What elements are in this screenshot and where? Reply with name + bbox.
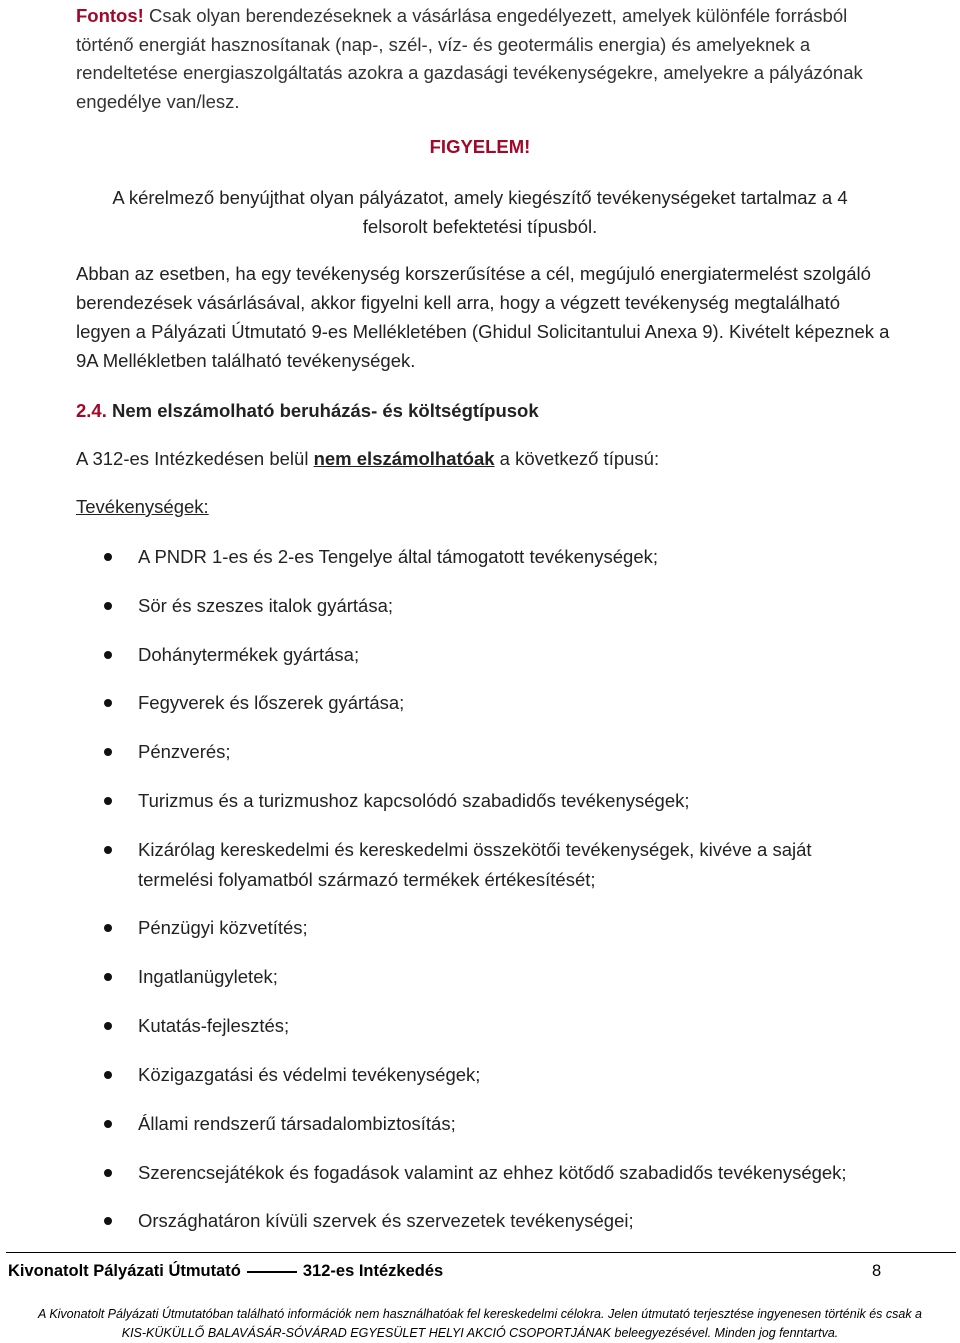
- bullet-icon: [104, 924, 112, 932]
- footer-title: [8, 1262, 443, 1281]
- list-item: Kizárólag kereskedelmi és kereskedelmi összekötői tevékenységek, kivéve a saját termelési folyamatból származó termékek értékesítését;: [138, 839, 812, 890]
- list-item: Kutatás-fejlesztés;: [138, 1015, 290, 1036]
- bullet-icon: [104, 973, 112, 981]
- list-item: Országhatáron kívüli szervek és szervezetek tevékenységei;: [138, 1210, 634, 1231]
- footer-title-a: Kivonatolt Pályázati Útmutató: [8, 1262, 241, 1280]
- section-heading: [76, 400, 539, 422]
- disclaimer-line-1: A Kivonatolt Pályázati Útmutatóban található információk nem használhatóak fel kereskedelmi célokra. Jelen útmutató terjesztése ingyenesen történik és csak a: [37, 1307, 923, 1321]
- bullet-icon: [104, 1022, 112, 1030]
- list-item: Állami rendszerű társadalombiztosítás;: [138, 1113, 456, 1134]
- list-item: Közigazgatási és védelmi tevékenységek;: [138, 1064, 481, 1085]
- bullet-icon: [104, 846, 112, 854]
- intro-text: Csak olyan berendezéseknek a vásárlása engedélyezett, amelyek különféle forrásból történő energiát hasznosítanak (nap-, szél-, víz- és geotermális energia) és amelyeknek a rendeltetése energiaszolgáltatás azokra a gazdasági tevékenységekre, amelyekre a pályázónak engedélye van/lesz.: [76, 5, 863, 112]
- footer-dash: [247, 1271, 297, 1273]
- activities-label: Tevékenységek:: [76, 496, 209, 517]
- bullet-icon: [104, 1120, 112, 1128]
- notice-paragraph: A kérelmező benyújthat olyan pályázatot, amely kiegészítő tevékenységeket tartalmaz a 4 felsorolt befektetési típusból.: [112, 187, 848, 237]
- section-title: Nem elszámolható beruházás- és költségtípusok: [106, 400, 539, 421]
- list-item: Fegyverek és lőszerek gyártása;: [138, 692, 405, 713]
- bullet-icon: [104, 553, 112, 561]
- list-item: Pénzverés;: [138, 741, 231, 762]
- list-item: Turizmus és a turizmushoz kapcsolódó szabadidős tevékenységek;: [138, 790, 690, 811]
- page-number: 8: [872, 1262, 882, 1280]
- list-item: Szerencsejátékok és fogadások valamint az ehhez kötődő szabadidős tevékenységek;: [138, 1162, 847, 1183]
- list-item: Sör és szeszes italok gyártása;: [138, 595, 393, 616]
- footer-divider: [6, 1252, 956, 1253]
- bullet-icon: [104, 1169, 112, 1177]
- list-item: A PNDR 1-es és 2-es Tengelye által támogatott tevékenységek;: [138, 546, 658, 567]
- footer-disclaimer: [0, 1305, 960, 1343]
- bullet-icon: [104, 602, 112, 610]
- footer-title-b: 312-es Intézkedés: [302, 1262, 444, 1280]
- list-item: Pénzügyi közvetítés;: [138, 917, 308, 938]
- ineligible-intro-bold: nem elszámolhatóak: [313, 448, 495, 469]
- section-number: 2.4.: [76, 400, 107, 421]
- bullet-icon: [104, 1071, 112, 1079]
- ineligible-intro-after: a következő típusú:: [494, 448, 660, 469]
- bullet-icon: [104, 748, 112, 756]
- important-label: Fontos!: [76, 5, 144, 26]
- intro-paragraph: [76, 2, 896, 116]
- disclaimer-line-2: KIS-KÜKÜLLŐ BALAVÁSÁR-SÓVÁRAD EGYESÜLET HELYI AKCIÓ CSOPORTJÁNAK beleegyezésével. Minden jog fenntartva.: [121, 1326, 839, 1340]
- attention-heading: FIGYELEM!: [429, 136, 531, 157]
- modernization-paragraph: Abban az esetben, ha egy tevékenység korszerűsítése a cél, megújuló energiatermelést szolgáló berendezések vásárlásával, akkor figyelni kell arra, hogy a végzett tevékenység megtalálható legyen a Pályázati Útmutató 9-es Mellékletében (Ghidul Solicitantului Anexa 9). Kivételt képeznek a 9A Mellékletben található tevékenységek.: [76, 263, 890, 371]
- bullet-icon: [104, 1217, 112, 1225]
- bullet-icon: [104, 699, 112, 707]
- ineligible-intro: [76, 448, 659, 470]
- bullet-icon: [104, 651, 112, 659]
- list-item: Ingatlanügyletek;: [138, 966, 278, 987]
- list-item: Dohánytermékek gyártása;: [138, 644, 360, 665]
- bullet-icon: [104, 797, 112, 805]
- ineligible-intro-before: A 312-es Intézkedésen belül: [76, 448, 314, 469]
